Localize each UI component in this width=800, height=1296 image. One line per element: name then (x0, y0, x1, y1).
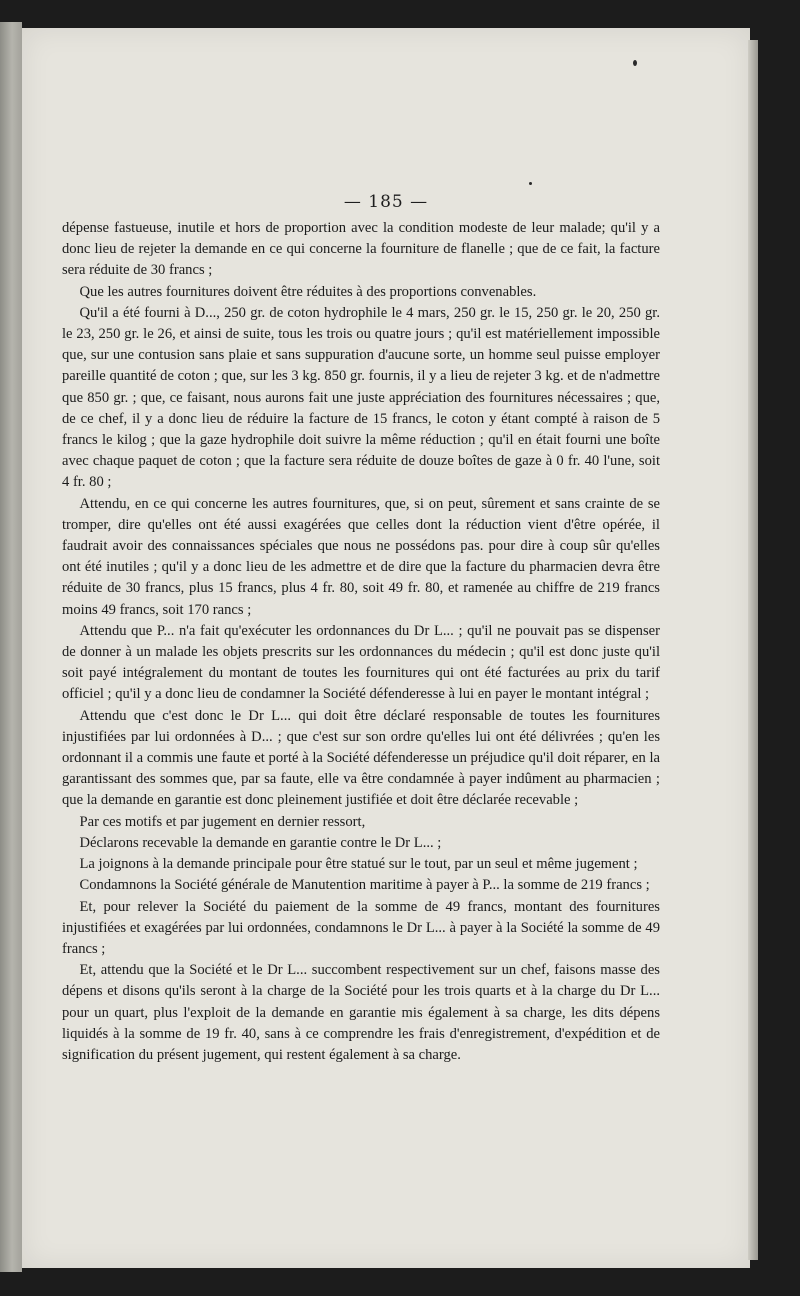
paragraph: dépense fastueuse, inutile et hors de proportion avec la condition modeste de leur malade; qu'il y a donc lieu de rejeter la demande en ce qui concerne la fourniture de flanelle ; que de ce fait, la facture sera réduite de 30 francs ; (62, 220, 660, 279)
ink-speck (633, 60, 637, 66)
paragraph: Déclarons recevable la demande en garantie contre le Dr L... ; (79, 834, 442, 851)
page-number: — 185 — (343, 192, 429, 212)
previous-page-edge (0, 22, 22, 1272)
page-body (62, 218, 660, 1066)
paragraph: Et, attendu que la Société et le Dr L... succombent respectivement sur un chef, faisons masse des dépens et disons qu'ils seront à la charge de la Société pour les trois quarts et à la charge du Dr L... pour un quart, plus l'exploit de la demande en garantie mis également à sa charge, les dits dépens liquidés à la somme de 19 fr. 40, sans à ce comprendre les frais d'enregistrement, d'expédition et de signification du présent jugement, qui restent également à sa charge. (62, 962, 660, 1063)
paragraph: Attendu que P... n'a fait qu'exécuter les ordonnances du Dr L... ; qu'il ne pouvait pas se dispenser de donner à un malade les objets prescrits sur les ordonnances du médecin ; qu'il est donc juste qu'il soit payé intégralement du montant de toutes les fournitures qui ont été facturées au prix du tarif officiel ; qu'il y a donc lieu de condamner la Société défenderesse à lui en payer le montant intégral ; (62, 622, 660, 703)
paragraph: Attendu que c'est donc le Dr L... qui doit être déclaré responsable de toutes les fournitures injustifiées par lui ordonnées à D... ; que c'est sur son ordre qu'elles lui ont été délivrées ; qu'en les ordonnant il a commis une faute et porté à la Société défenderesse un préjudice qu'il doit réparer, en la garantissant des sommes que, par sa faute, elle va être condamnée à payer indûment au pharmacien ; que la demande en garantie est donc pleinement justifiée et doit être déclarée recevable ; (62, 707, 660, 809)
paragraph: Condamnons la Société générale de Manutention maritime à payer à P... la somme de 219 francs ; (79, 877, 650, 894)
paragraph: Attendu, en ce qui concerne les autres fournitures, que, si on peut, sûrement et sans crainte de se tromper, dire qu'elles ont été aussi exagérées que celles dont la réduction vient d'être opérée, il faudrait avoir des connaissances spéciales que nous ne possédons pas. pour dire à coup sûr qu'elles ont été inutiles ; qu'il y a donc lieu de les admettre et de dire que la facture du pharmacien devra être réduite de 30 francs, plus 15 francs, plus 4 fr. 80, soit 49 fr. 80, et ramenée au chiffre de 219 francs moins 49 francs, soit 170 rancs ; (62, 495, 660, 618)
paragraph: Que les autres fournitures doivent être réduites à des proportions convenables. (79, 283, 537, 300)
paragraph: Par ces motifs et par jugement en dernier ressort, (79, 813, 366, 830)
paragraph: La joignons à la demande principale pour être statué sur le tout, par un seul et même jugement ; (79, 856, 638, 873)
page-right-edge (748, 40, 758, 1260)
ink-speck (529, 182, 532, 185)
paragraph: Qu'il a été fourni à D..., 250 gr. de coton hydrophile le 4 mars, 250 gr. le 15, 250 gr. le 20, 250 gr. le 23, 250 gr. le 26, et ainsi de suite, tous les trois ou quatre jours ; qu'il est matériellement impossible que, sur une contusion sans plaie et sans suppuration d'aucune sorte, un homme seul puisse employer pareille quantité de coton ; que, sur les 3 kg. 850 gr. fournis, il y a lieu de rejeter 3 kg. et de n'admettre que 850 gr. ; que, ce faisant, nous aurons fait une juste appréciation des fournitures nécessaires ; que, de ce chef, il y a donc lieu de réduire la facture de 15 francs, le coton y étant compté à raison de 5 francs le kilog ; que la gaze hydrophile doit suivre la même réduction ; qu'il en était fourni une boîte avec chaque paquet de coton ; que la facture sera réduite de douze boîtes de gaze à 0 fr. 40 l'une, soit 4 fr. 80 ; (62, 304, 660, 491)
paragraph: Et, pour relever la Société du paiement de la somme de 49 francs, montant des fournitures injustifiées et exagérées par lui ordonnées, condamnons le Dr L... à payer à la Société la somme de 49 francs ; (62, 898, 660, 957)
book-page (22, 28, 750, 1268)
